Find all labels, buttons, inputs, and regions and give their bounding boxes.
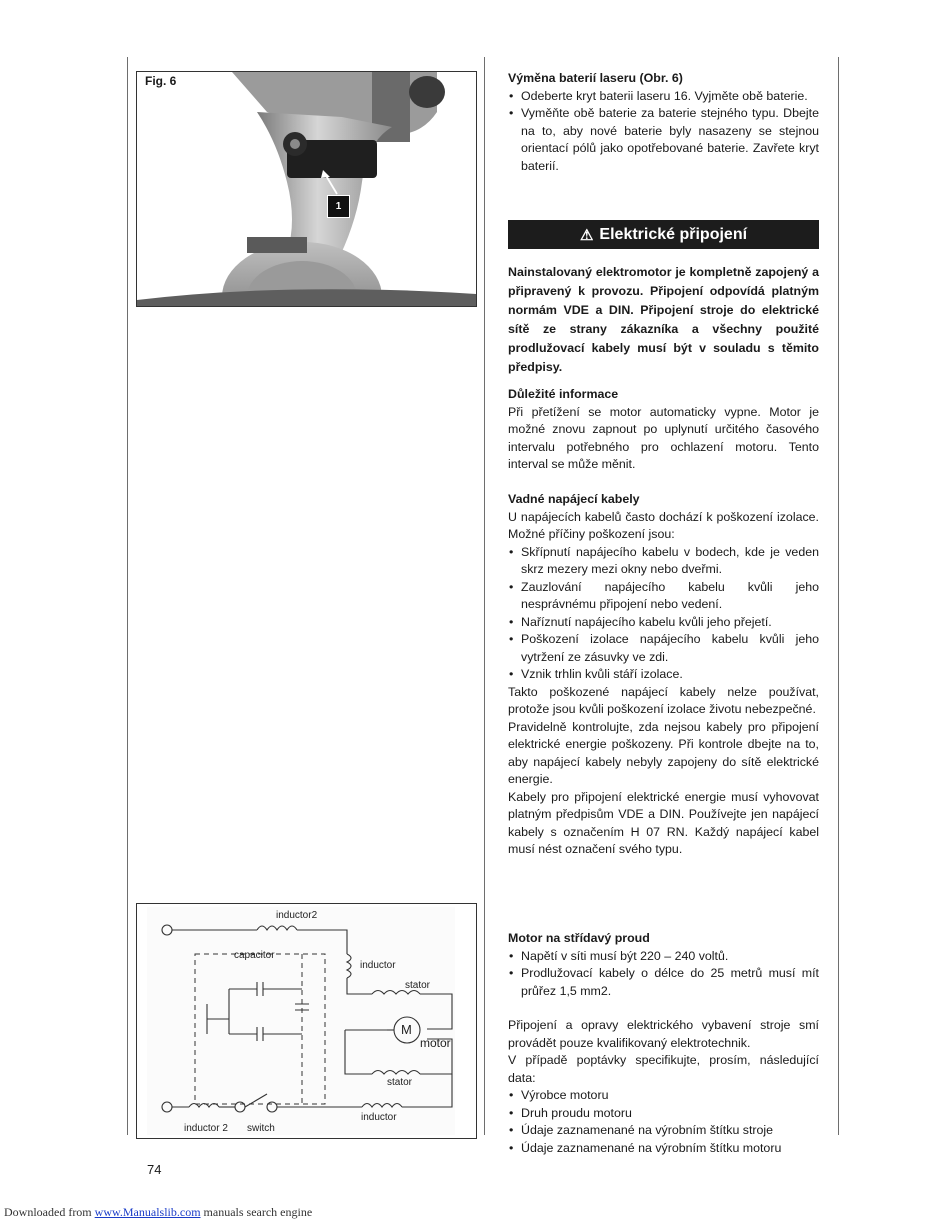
footer-link[interactable]: www.Manualslib.com bbox=[94, 1205, 201, 1219]
footer-prefix: Downloaded from bbox=[4, 1205, 95, 1219]
footer-suffix: manuals search engine bbox=[200, 1205, 313, 1219]
cables-intro: U napájecích kabelů často dochází k poškození izolace. Možné příčiny poškození jsou: bbox=[508, 509, 819, 541]
wiring-label-switch: switch bbox=[247, 1123, 275, 1134]
battery-heading: Výměna baterií laseru (Obr. 6) bbox=[508, 71, 683, 85]
page-number: 74 bbox=[147, 1162, 162, 1177]
cables-bullet: • Vznik trhlin kvůli stáří izolace. bbox=[508, 666, 819, 684]
ac-motor-data-item: • Druh proudu motoru bbox=[508, 1105, 819, 1123]
figure-callout-number: 1 bbox=[327, 195, 350, 218]
figure-wiring-diagram bbox=[136, 903, 477, 1139]
cables-bullet: • Naříznutí napájecího kabelu kvůli jeho přejetí. bbox=[508, 614, 819, 632]
column-divider-middle bbox=[484, 57, 485, 1135]
section-electrical-intro bbox=[508, 263, 819, 377]
banner-title: Elektrické připojení bbox=[599, 225, 748, 243]
battery-bullet: • Vyměňte obě baterie za baterie stejného typu. Dbejte na to, aby nové baterie byly nasazeny se stejnou orientací pólů jako opotřebované baterie. Zavřete kryt baterií. bbox=[508, 105, 819, 175]
cables-bullet: • Skřípnutí napájecího kabelu v bodech, kde je veden skrz mezery mezi okny nebo dveřmi. bbox=[508, 544, 819, 579]
wiring-label-inductor2-bottom: inductor 2 bbox=[184, 1123, 228, 1134]
ac-motor-heading: Motor na střídavý proud bbox=[508, 931, 650, 945]
cables-bullet: • Poškození izolace napájecího kabelu kvůli jeho vytržení ze zásuvky ve zdi. bbox=[508, 631, 819, 666]
wiring-label-motor-symbol: M bbox=[401, 1022, 412, 1037]
warning-icon: ⚠ bbox=[579, 226, 594, 244]
electrical-intro-text: Nainstalovaný elektromotor je kompletně zapojený a připravený k provozu. Připojení odpovídá platným normám VDE a DIN. Připojení stroje do elektrické sítě ze strany zákazníka a všechny použité prodlužovací kabely musí být v souladu s těmito předpisy. bbox=[508, 265, 819, 374]
wiring-label-stator-bottom: stator bbox=[387, 1077, 413, 1088]
column-divider-right bbox=[838, 57, 839, 1135]
cables-paragraph: Kabely pro připojení elektrické energie musí vyhovovat platným předpisům VDE a DIN. Používejte jen napájecí kabely s označením H 07 RN. Každý napájecí kabel musí nést označení svého typu. bbox=[508, 789, 819, 856]
laser-device-illustration bbox=[137, 72, 476, 306]
section-important-info bbox=[508, 386, 819, 474]
section-battery-replacement bbox=[508, 70, 819, 175]
column-divider-left bbox=[127, 57, 128, 1135]
footer bbox=[4, 1205, 312, 1220]
wiring-label-inductor2-top: inductor2 bbox=[276, 910, 318, 921]
battery-bullet-list bbox=[508, 88, 819, 176]
figure-laser-photo bbox=[136, 71, 477, 307]
cables-bullet: • Zauzlování napájecího kabelu kvůli jeho nesprávnému připojení nebo vedení. bbox=[508, 579, 819, 614]
ac-motor-bullet: • Prodlužovací kabely o délce do 25 metrů musí mít průřez 1,5 mm2. bbox=[508, 965, 819, 1000]
ac-motor-data-item: • Údaje zaznamenané na výrobním štítku stroje bbox=[508, 1122, 819, 1140]
important-text: Při přetížení se motor automaticky vypne. Motor je možné znovu zapnout po uplynutí určitého časového intervalu potřebného pro ochlazení motoru. Tento interval se může měnit. bbox=[508, 404, 819, 471]
ac-motor-bullet: • Napětí v síti musí být 220 – 240 voltů. bbox=[508, 948, 819, 966]
ac-motor-data-item: • Výrobce motoru bbox=[508, 1087, 819, 1105]
cables-heading: Vadné napájecí kabely bbox=[508, 492, 640, 506]
ac-motor-paragraph: Připojení a opravy elektrického vybavení stroje smí provádět pouze kvalifikovaný elektrotechnik. bbox=[508, 1018, 819, 1050]
section-ac-motor bbox=[508, 930, 819, 1157]
cables-bullet-list bbox=[508, 544, 819, 684]
wiring-diagram bbox=[137, 904, 476, 1138]
figure-label: Fig. 6 bbox=[145, 74, 177, 88]
wiring-label-stator-top: stator bbox=[405, 980, 431, 991]
important-heading: Důležité informace bbox=[508, 387, 619, 401]
ac-motor-data-item: • Údaje zaznamenané na výrobním štítku motoru bbox=[508, 1140, 819, 1158]
wiring-label-motor: motor bbox=[420, 1036, 451, 1050]
ac-motor-bullet-list bbox=[508, 948, 819, 1001]
battery-bullet: • Odeberte kryt baterii laseru 16. Vyjměte obě baterie. bbox=[508, 88, 819, 106]
section-faulty-cables bbox=[508, 491, 819, 859]
wiring-label-inductor-mid: inductor bbox=[360, 960, 396, 971]
cables-paragraph: Pravidelně kontrolujte, zda nejsou kabely pro připojení elektrické energie poškozeny. Při kontrole dbejte na to, aby napájecí kabely nebyly zapojeny do sítě elektrické energie. bbox=[508, 719, 819, 786]
section-banner-electrical bbox=[508, 220, 819, 249]
cables-paragraph: Takto poškozené napájecí kabely nelze používat, protože jsou kvůli poškození izolace životu nebezpečné. bbox=[508, 684, 819, 716]
wiring-label-inductor-bottom: inductor bbox=[361, 1112, 397, 1123]
ac-motor-paragraph: V případě poptávky specifikujte, prosím, následující data: bbox=[508, 1053, 819, 1085]
ac-motor-data-list bbox=[508, 1087, 819, 1157]
wiring-label-capacitor: capacitor bbox=[234, 950, 275, 961]
